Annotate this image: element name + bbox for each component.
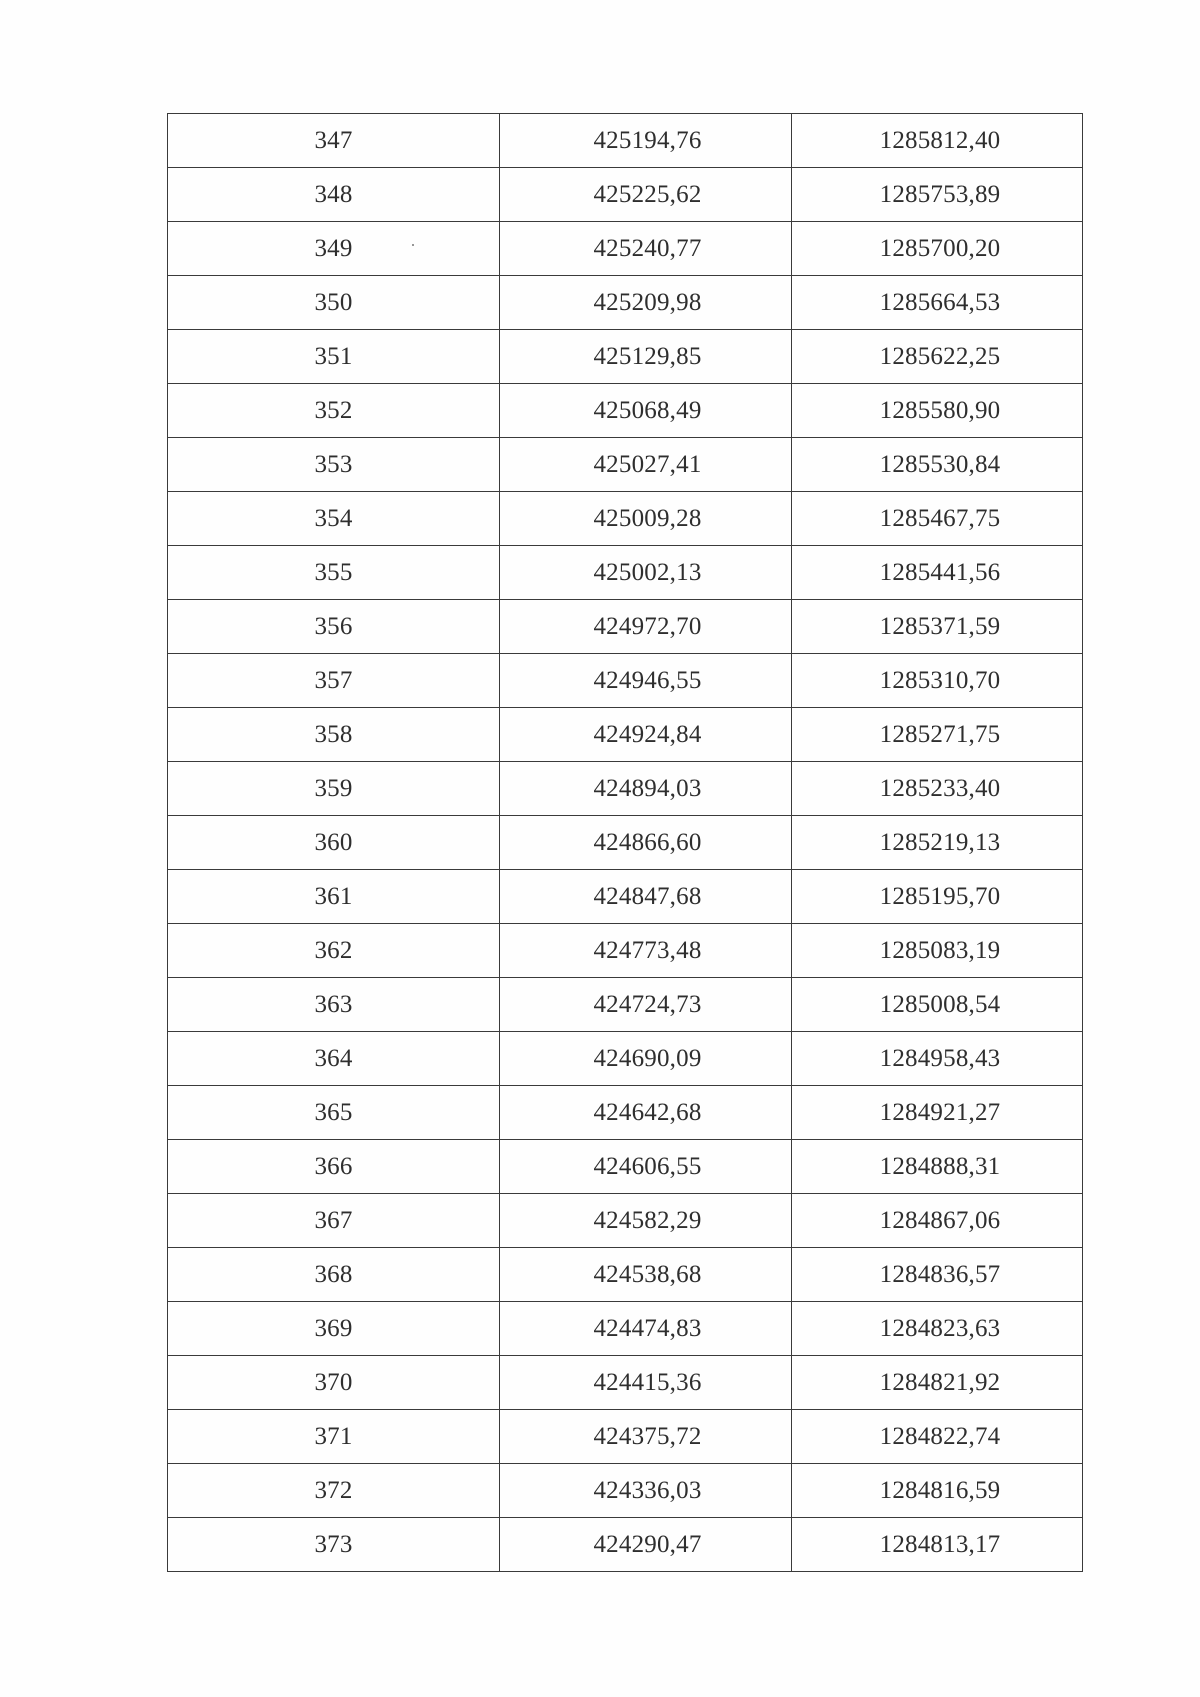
x-coordinate-cell: 424724,73 [500, 978, 792, 1032]
table-row [168, 1032, 1083, 1086]
table-row [168, 330, 1083, 384]
x-coordinate-cell: 425225,62 [500, 168, 792, 222]
y-coordinate-cell: 1285622,25 [792, 330, 1083, 384]
y-coordinate-cell: 1284821,92 [792, 1356, 1083, 1410]
table-row [168, 276, 1083, 330]
x-coordinate-cell: 424336,03 [500, 1464, 792, 1518]
table-row [168, 1518, 1083, 1572]
y-coordinate-cell: 1284822,74 [792, 1410, 1083, 1464]
x-coordinate-cell: 425002,13 [500, 546, 792, 600]
table-row [168, 762, 1083, 816]
y-coordinate-cell: 1284888,31 [792, 1140, 1083, 1194]
x-coordinate-cell: 424538,68 [500, 1248, 792, 1302]
table-row [168, 978, 1083, 1032]
y-coordinate-cell: 1285753,89 [792, 168, 1083, 222]
point-number-cell: 355 [168, 546, 500, 600]
x-coordinate-cell: 424690,09 [500, 1032, 792, 1086]
point-number-cell: 363 [168, 978, 500, 1032]
coordinates-table-body [168, 114, 1083, 1572]
point-number-cell: 371 [168, 1410, 500, 1464]
y-coordinate-cell: 1285371,59 [792, 600, 1083, 654]
table-row [168, 1248, 1083, 1302]
table-row [168, 1302, 1083, 1356]
point-number-cell: 364 [168, 1032, 500, 1086]
y-coordinate-cell: 1285219,13 [792, 816, 1083, 870]
x-coordinate-cell: 424290,47 [500, 1518, 792, 1572]
point-number-cell: 360 [168, 816, 500, 870]
point-number-cell: 357 [168, 654, 500, 708]
y-coordinate-cell: 1285233,40 [792, 762, 1083, 816]
x-coordinate-cell: 424415,36 [500, 1356, 792, 1410]
point-number-cell: 347 [168, 114, 500, 168]
point-number-cell: 372 [168, 1464, 500, 1518]
point-number-cell: 365 [168, 1086, 500, 1140]
point-number-cell: 349 [168, 222, 500, 276]
table-row [168, 438, 1083, 492]
point-number-cell: 359 [168, 762, 500, 816]
point-number-cell: 361 [168, 870, 500, 924]
point-number-cell: 369 [168, 1302, 500, 1356]
y-coordinate-cell: 1285467,75 [792, 492, 1083, 546]
y-coordinate-cell: 1285530,84 [792, 438, 1083, 492]
y-coordinate-cell: 1284813,17 [792, 1518, 1083, 1572]
point-number-cell: 354 [168, 492, 500, 546]
x-coordinate-cell: 424924,84 [500, 708, 792, 762]
point-number-cell: 353 [168, 438, 500, 492]
x-coordinate-cell: 424894,03 [500, 762, 792, 816]
x-coordinate-cell: 424582,29 [500, 1194, 792, 1248]
table-row [168, 870, 1083, 924]
y-coordinate-cell: 1285310,70 [792, 654, 1083, 708]
x-coordinate-cell: 424847,68 [500, 870, 792, 924]
x-coordinate-cell: 425240,77 [500, 222, 792, 276]
table-row [168, 492, 1083, 546]
x-coordinate-cell: 424972,70 [500, 600, 792, 654]
point-number-cell: 348 [168, 168, 500, 222]
point-number-cell: 366 [168, 1140, 500, 1194]
table-row [168, 384, 1083, 438]
table-row [168, 1140, 1083, 1194]
point-number-cell: 368 [168, 1248, 500, 1302]
point-number-cell: 351 [168, 330, 500, 384]
table-row [168, 600, 1083, 654]
point-number-cell: 373 [168, 1518, 500, 1572]
x-coordinate-cell: 424474,83 [500, 1302, 792, 1356]
coordinates-table [167, 113, 1083, 1572]
point-number-cell: 350 [168, 276, 500, 330]
table-row [168, 222, 1083, 276]
point-number-cell: 362 [168, 924, 500, 978]
y-coordinate-cell: 1285195,70 [792, 870, 1083, 924]
table-row [168, 1356, 1083, 1410]
x-coordinate-cell: 425194,76 [500, 114, 792, 168]
x-coordinate-cell: 424642,68 [500, 1086, 792, 1140]
y-coordinate-cell: 1285441,56 [792, 546, 1083, 600]
table-row [168, 1194, 1083, 1248]
x-coordinate-cell: 424606,55 [500, 1140, 792, 1194]
table-row [168, 168, 1083, 222]
x-coordinate-cell: 424375,72 [500, 1410, 792, 1464]
x-coordinate-cell: 425129,85 [500, 330, 792, 384]
x-coordinate-cell: 424946,55 [500, 654, 792, 708]
y-coordinate-cell: 1285664,53 [792, 276, 1083, 330]
x-coordinate-cell: 425027,41 [500, 438, 792, 492]
y-coordinate-cell: 1284823,63 [792, 1302, 1083, 1356]
y-coordinate-cell: 1284867,06 [792, 1194, 1083, 1248]
x-coordinate-cell: 425009,28 [500, 492, 792, 546]
x-coordinate-cell: 424773,48 [500, 924, 792, 978]
x-coordinate-cell: 425209,98 [500, 276, 792, 330]
table-row [168, 708, 1083, 762]
x-coordinate-cell: 424866,60 [500, 816, 792, 870]
table-row [168, 1086, 1083, 1140]
x-coordinate-cell: 425068,49 [500, 384, 792, 438]
table-row [168, 654, 1083, 708]
y-coordinate-cell: 1285271,75 [792, 708, 1083, 762]
y-coordinate-cell: 1284921,27 [792, 1086, 1083, 1140]
y-coordinate-cell: 1285812,40 [792, 114, 1083, 168]
point-number-cell: 367 [168, 1194, 500, 1248]
point-number-cell: 352 [168, 384, 500, 438]
table-row [168, 924, 1083, 978]
point-number-cell: 358 [168, 708, 500, 762]
y-coordinate-cell: 1285700,20 [792, 222, 1083, 276]
table-row [168, 1410, 1083, 1464]
table-row [168, 114, 1083, 168]
y-coordinate-cell: 1285008,54 [792, 978, 1083, 1032]
y-coordinate-cell: 1284836,57 [792, 1248, 1083, 1302]
y-coordinate-cell: 1284816,59 [792, 1464, 1083, 1518]
y-coordinate-cell: 1285580,90 [792, 384, 1083, 438]
table-row [168, 546, 1083, 600]
y-coordinate-cell: 1284958,43 [792, 1032, 1083, 1086]
point-number-cell: 356 [168, 600, 500, 654]
table-row [168, 1464, 1083, 1518]
point-number-cell: 370 [168, 1356, 500, 1410]
y-coordinate-cell: 1285083,19 [792, 924, 1083, 978]
table-row [168, 816, 1083, 870]
